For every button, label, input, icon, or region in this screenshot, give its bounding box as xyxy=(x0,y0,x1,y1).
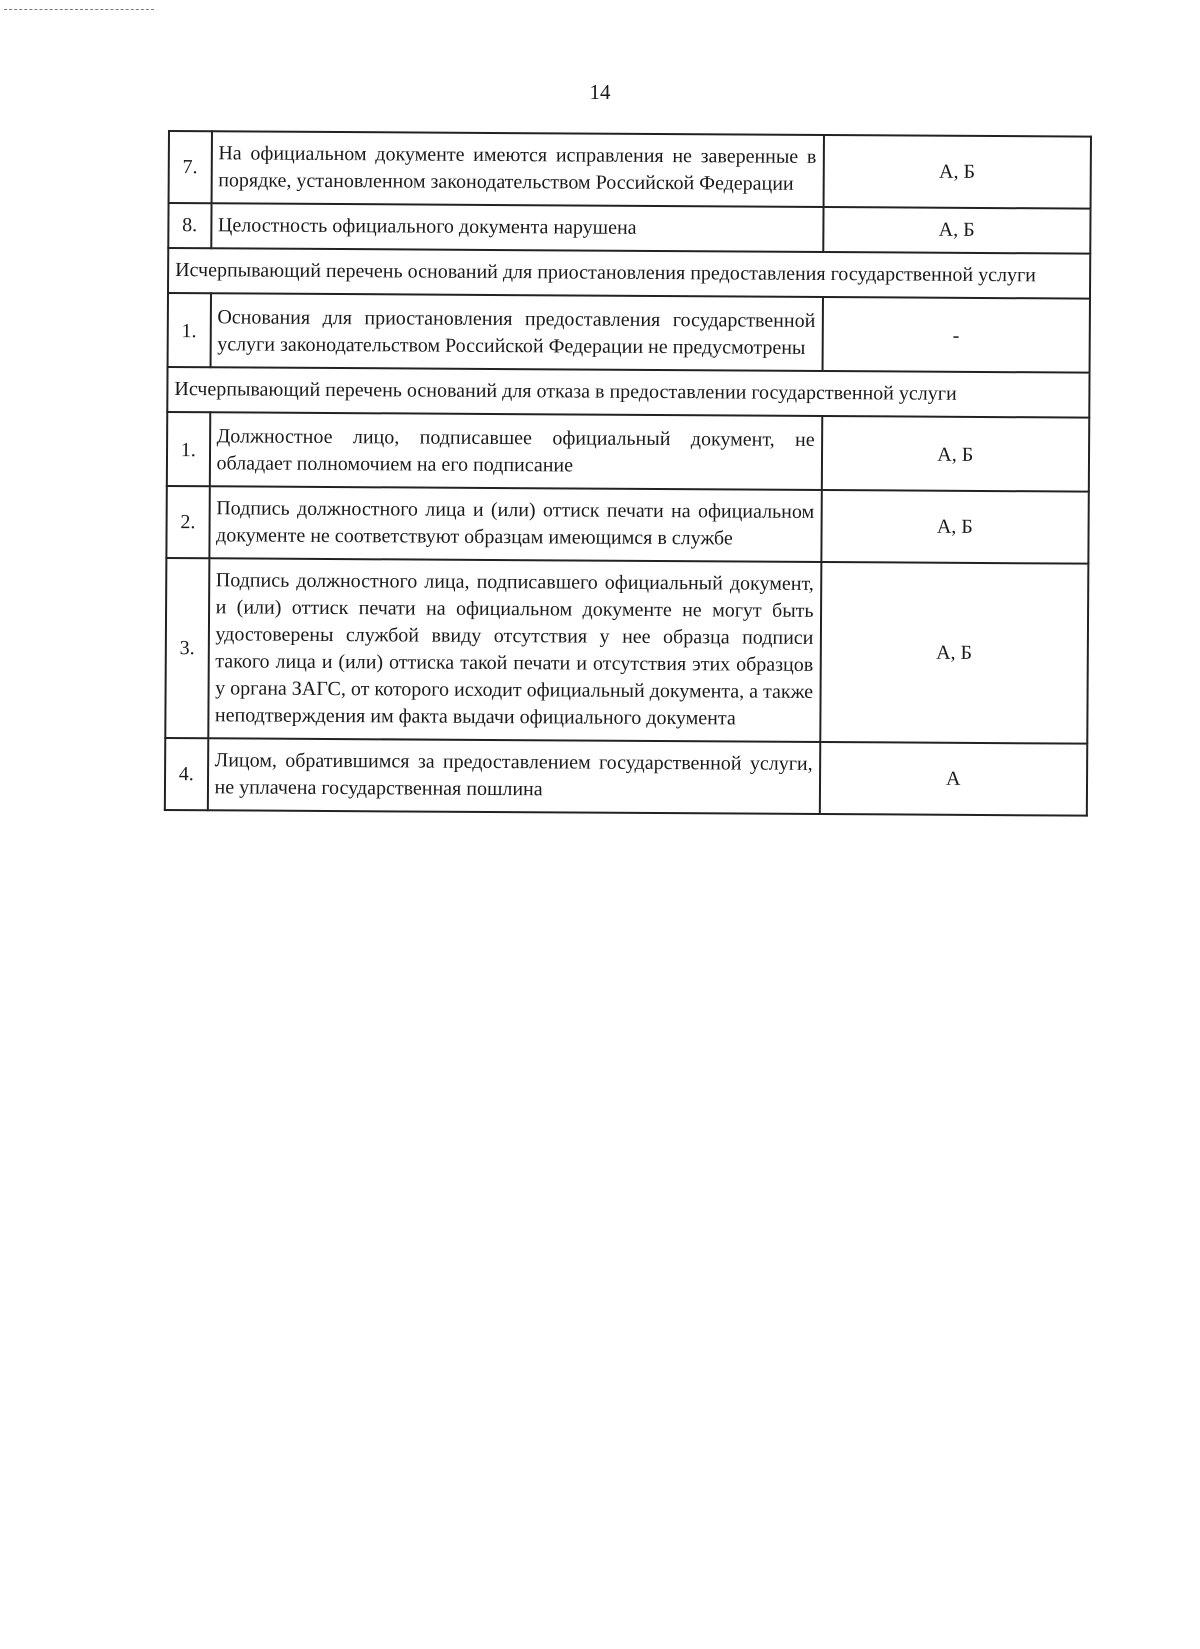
row-code: А, Б xyxy=(821,490,1089,564)
table-row xyxy=(166,486,1088,564)
grounds-table xyxy=(164,130,1092,817)
table-row xyxy=(168,203,1090,254)
table-row xyxy=(169,131,1091,209)
suspension-heading: Исчерпывающий перечень оснований для приостановления предоставления государственной услуги xyxy=(168,248,1090,299)
row-text: Должностное лицо, подписавшее официальный документ, не обладает полномочием на его подписание xyxy=(209,412,821,490)
row-number: 1. xyxy=(168,293,211,367)
table-row xyxy=(165,738,1087,816)
row-code: А, Б xyxy=(820,562,1089,744)
row-code: А, Б xyxy=(823,207,1091,254)
section-heading-row xyxy=(167,367,1089,418)
table-row xyxy=(165,558,1088,744)
table-row xyxy=(167,412,1089,492)
section-heading-row xyxy=(168,248,1090,299)
row-number: 8. xyxy=(168,203,211,248)
refusal-heading: Исчерпывающий перечень оснований для отказа в предоставлении государственной услуги xyxy=(167,367,1089,418)
row-number: 1. xyxy=(167,412,210,486)
row-text: Лицом, обратившимся за предоставлением государственной услуги, не уплачена государственная пошлина xyxy=(207,738,819,814)
row-code: А, Б xyxy=(821,416,1089,492)
row-text: Подпись должностного лица, подписавшего официальный документ, и (или) оттиск печати на официальном документе не могут быть удостоверены службой ввиду отсутствия у нее образца подписи такого лица и (или) оттиска такой печати и отсутствия этих образцов у органа ЗАГС, от которого исходит официальный документа, а также неподтверждения им факта выдачи официального документа xyxy=(208,558,821,742)
row-number: 4. xyxy=(165,738,208,810)
row-number: 7. xyxy=(169,131,212,203)
row-text: Подпись должностного лица и (или) оттиск печати на официальном документе не соответствуют образцам имеющимся в службе xyxy=(209,486,821,562)
scan-artifact-line xyxy=(4,9,154,10)
row-number: 3. xyxy=(165,558,209,738)
row-code: А xyxy=(819,742,1087,816)
table-row xyxy=(168,293,1090,373)
page-number: 14 xyxy=(589,80,611,104)
row-text: На официальном документе имеются исправления не заверенные в порядке, установленном законодательством Российской Федерации xyxy=(211,131,823,207)
row-number: 2. xyxy=(166,486,209,558)
row-code: - xyxy=(822,297,1090,373)
row-code: А, Б xyxy=(823,135,1091,209)
row-text: Целостность официального документа нарушена xyxy=(211,203,823,252)
row-text: Основания для приостановления предоставления государственной услуги законодательством Российской Федерации не предусмотрены xyxy=(210,293,822,371)
